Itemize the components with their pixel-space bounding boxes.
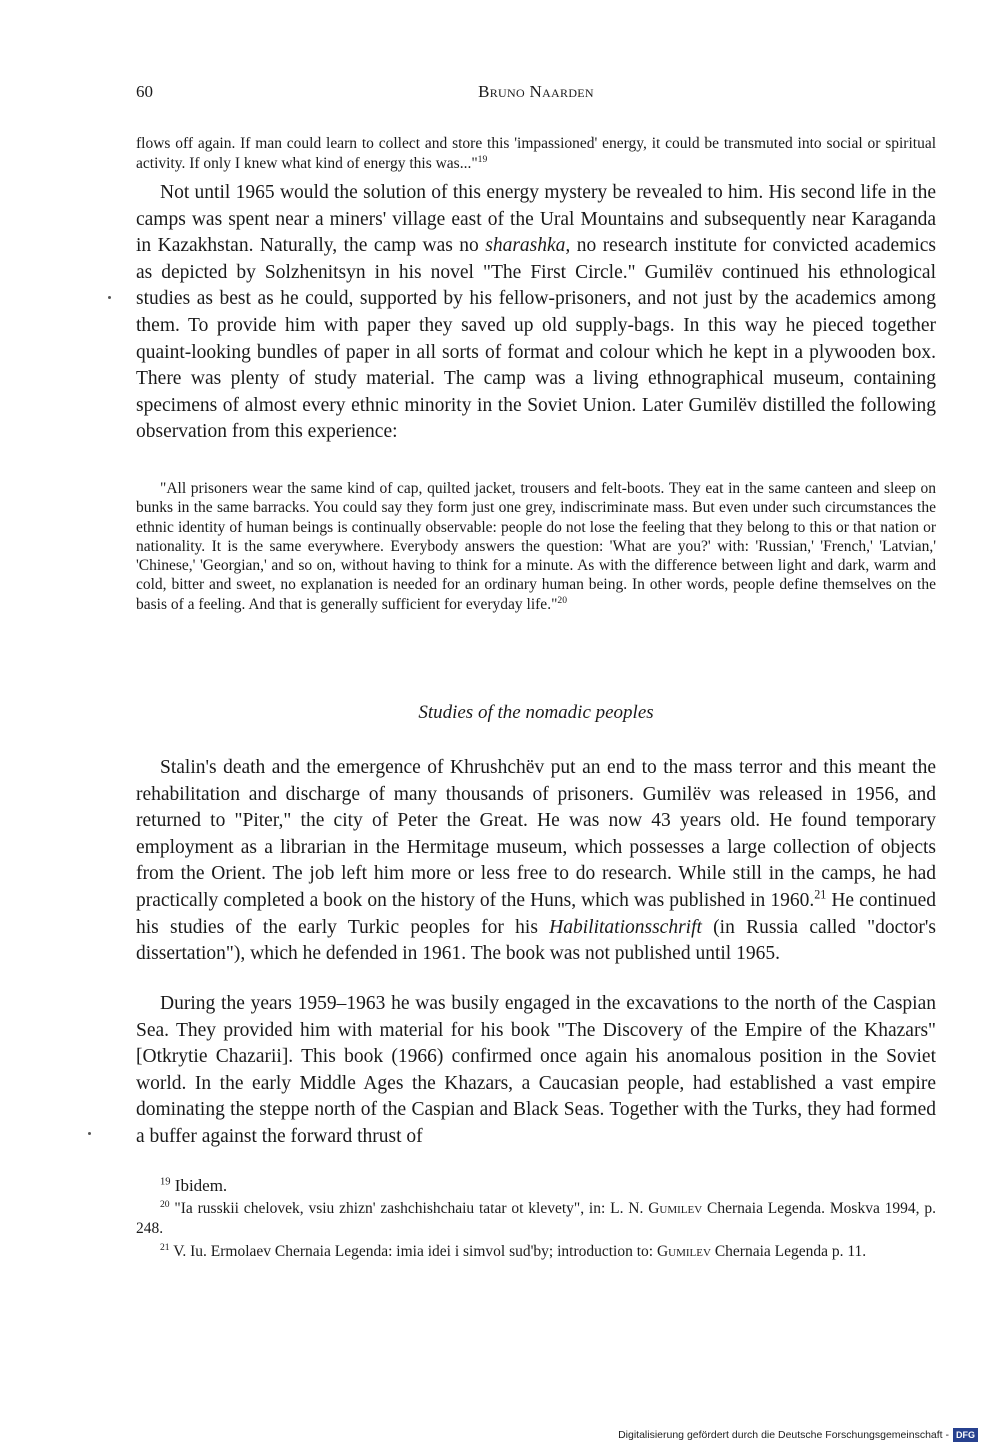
footnote-text: Chernaia Legenda p. 11. xyxy=(710,1243,867,1260)
footnote-text: Ibidem. xyxy=(170,1176,228,1195)
footnote-text: Chernaia Legenda. Moskva 1994, p. 248. xyxy=(136,1200,936,1237)
paragraph-camps xyxy=(136,180,936,446)
continued-paragraph xyxy=(136,134,936,174)
footnote-ref-19: 19 xyxy=(477,153,488,165)
continued-paragraph-text: flows off again. If man could learn to collect and store this 'impassioned' energy, it could be transmuted into social or spiritual activity. If only I knew what kind of energy this was..." xyxy=(136,135,936,172)
digitization-notice: Digitalisierung gefördert durch die Deutsche Forschungsgemeinschaft - xyxy=(618,1429,949,1441)
block-quote xyxy=(136,479,936,614)
paragraph-stalin-text-2: He continued his studies of the early Turkic peoples for his xyxy=(136,889,936,938)
footnote-21 xyxy=(136,1242,936,1262)
paragraph-camps-text-2: no research institute for convicted academics as depicted by Solzhenitsyn in his novel "The First Circle." Gumilëv continued his ethnological studies as best as he could, supported by his fellow-prisoners, and not just by the academics among them. To provide him with paper they saved up old supply-bags. In this way he pieced together quaint-looking bundles of paper in all sorts of format and colour which he kept in a plywooden box. There was plenty of study material. The camp was a living ethnographical museum, containing specimens of almost every ethnic minority in the Soviet Union. Later Gumilëv distilled the following observation from this experience: xyxy=(136,235,936,443)
footnote-ref-21: 21 xyxy=(814,887,827,902)
term-sharashka: sharashka, xyxy=(485,235,571,257)
footnote-number: 21 xyxy=(160,1241,170,1253)
footnote-text: V. Iu. Ermolaev Chernaia Legenda: imia idei i simvol sud'by; introduction to: xyxy=(169,1243,657,1260)
footnotes xyxy=(136,1176,936,1265)
footnote-ref-20: 20 xyxy=(557,594,567,606)
footnote-19 xyxy=(136,1176,936,1196)
dfg-logo: DFG xyxy=(953,1428,978,1442)
margin-mark xyxy=(108,296,111,299)
author-name: Gumilev xyxy=(656,1243,711,1260)
author-name: Gumilev xyxy=(648,1200,703,1217)
paragraph-stalin-text-1: Stalin's death and the emergence of Khrushchëv put an end to the mass terror and this meant the rehabilitation and discharge of many thousands of prisoners. Gumilëv was released in 1956, and returned to "Piter," the city of Peter the Great. He was now 43 years old. He found temporary employment as a librarian in the Hermitage museum, which possesses a large collection of objects from the Orient. The job left him more or less free to do research. While still in the camps, he had practically completed a book on the history of the Huns, which was published in 1960. xyxy=(136,757,936,911)
term-habilitationsschrift: Habilitationsschrift xyxy=(549,916,702,938)
running-head: Bruno Naarden xyxy=(478,82,594,101)
block-quote-text: "All prisoners wear the same kind of cap, quilted jacket, trousers and felt-boots. They eat in the same canteen and sleep on bunks in the same barracks. You could say they form just one grey, indiscriminate mass. But even under such circumstances the ethnic identity of human beings is continually observable: people do not lose the feeling that they belong to this or that nation or nationality. It is the same everywhere. Everybody answers the question: 'What are you?' with: 'Russian,' 'French,' 'Latvian,' 'Chinese,' 'Georgian,' and so on, without having to think for a minute. As with the difference between light and dark, warm and cold, bitter and sweet, no explanation is needed for an ordinary human being. In other words, people define themselves on the basis of a feeling. And that is generally sufficient for everyday life." xyxy=(136,480,936,613)
section-title: Studies of the nomadic peoples xyxy=(418,702,654,723)
paragraph-camps-text-1: Not until 1965 would the solution of this energy mystery be revealed to him. His second life in the camps was spent near a miners' village east of the Ural Mountains and subsequently near Karaganda in Kazakhstan. Naturally, the camp was no xyxy=(136,182,936,257)
paragraph-khazars xyxy=(136,991,936,1151)
digitization-footer xyxy=(618,1427,978,1443)
footnote-20 xyxy=(136,1199,936,1239)
footnote-text: "Ia russkii chelovek, vsiu zhizn' zashchishchaiu tatar ot klevety", in: L. N. xyxy=(169,1200,649,1217)
paragraph-stalin xyxy=(136,755,936,968)
footnote-number: 20 xyxy=(160,1198,170,1210)
margin-mark xyxy=(88,1132,91,1135)
paragraph-stalin-text-3: (in Russia called "doctor's dissertation"), which he defended in 1961. The book was not published until 1965. xyxy=(136,916,936,965)
footnote-number: 19 xyxy=(160,1176,171,1188)
paragraph-khazars-text: During the years 1959–1963 he was busily engaged in the excavations to the north of the Caspian Sea. They provided him with material for his book "The Discovery of the Empire of the Khazars" [Otkrytie Chazarii]. This book (1966) confirmed once again his anomalous position in the Soviet world. In the early Middle Ages the Khazars, a Caucasian people, had established a vast empire dominating the steppe north of the Caspian and Black Seas. Together with the Turks, they had formed a buffer against the forward thrust of xyxy=(136,993,936,1147)
page-header xyxy=(136,82,936,110)
page-number: 60 xyxy=(136,82,153,101)
